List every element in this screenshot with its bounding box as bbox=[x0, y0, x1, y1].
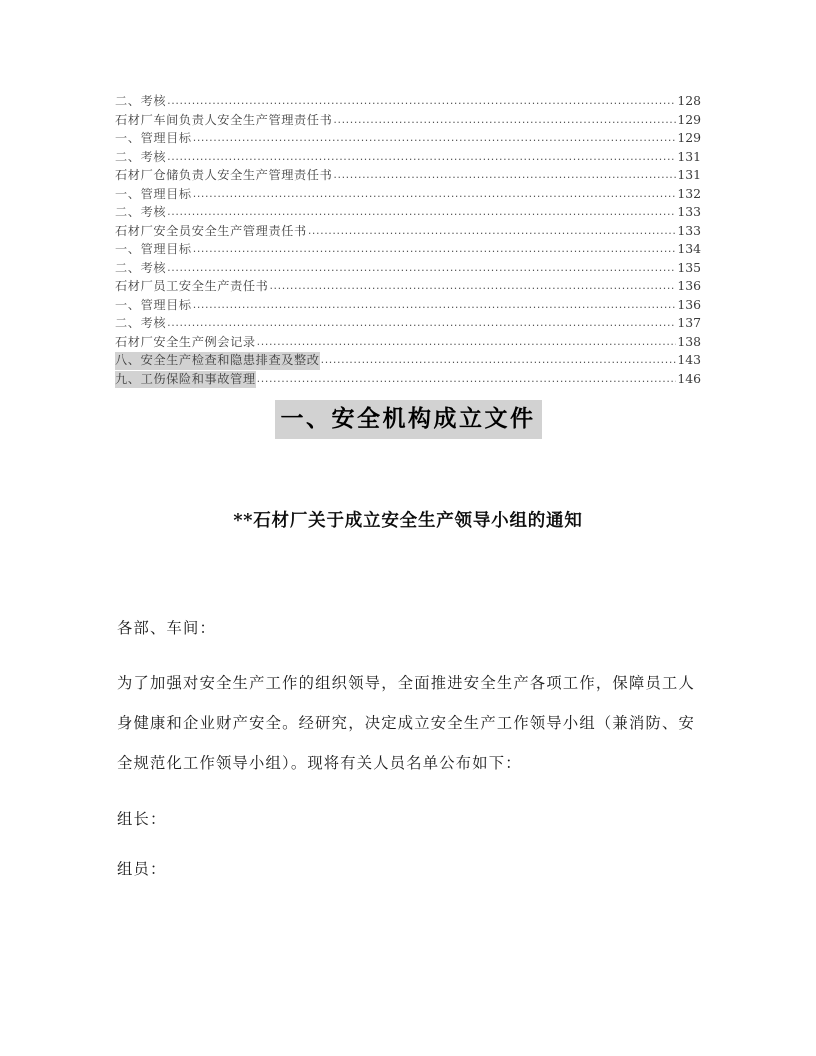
toc-entry-page-number: 143 bbox=[677, 352, 701, 367]
toc-leader-dots bbox=[257, 370, 676, 388]
toc-leader-dots bbox=[193, 129, 676, 147]
toc-entry-page-number: 128 bbox=[677, 93, 701, 108]
toc-entry-title: 石材厂仓储负责人安全生产管理责任书 bbox=[115, 168, 333, 182]
toc-entry-title: 九、工伤保险和事故管理 bbox=[115, 371, 256, 389]
toc-entry-page-number: 131 bbox=[677, 167, 701, 182]
toc-entry[interactable] bbox=[115, 333, 701, 352]
toc-leader-dots bbox=[193, 185, 676, 203]
toc-leader-dots bbox=[257, 333, 676, 351]
toc-entry[interactable] bbox=[115, 296, 701, 315]
toc-leader-dots bbox=[308, 222, 676, 240]
toc-entry-page-number: 146 bbox=[677, 370, 701, 386]
section-heading-container bbox=[0, 400, 816, 439]
toc-entry[interactable] bbox=[115, 129, 701, 148]
toc-entry-page-number: 132 bbox=[677, 185, 701, 201]
toc-leader-dots bbox=[167, 92, 676, 110]
toc-entry-title: 石材厂车间负责人安全生产管理责任书 bbox=[115, 112, 333, 127]
toc-entry-title: 二、考核 bbox=[115, 94, 167, 108]
toc-entry-title: 一、管理目标 bbox=[115, 242, 192, 256]
toc-entry-title: 一、管理目标 bbox=[115, 131, 192, 145]
section-heading: 一、安全机构成立文件 bbox=[275, 400, 542, 439]
notice-title: **石材厂关于成立安全生产领导小组的通知 bbox=[233, 511, 583, 531]
group-leader-label: 组长： bbox=[117, 810, 167, 828]
notice-body bbox=[117, 608, 695, 899]
notice-title-container bbox=[0, 508, 816, 534]
toc-entry[interactable] bbox=[115, 203, 701, 222]
toc-entry-page-number: 136 bbox=[677, 296, 701, 312]
toc-entry-page-number: 129 bbox=[677, 130, 701, 145]
toc-entry-title: 一、管理目标 bbox=[115, 297, 192, 312]
toc-entry[interactable] bbox=[115, 370, 701, 389]
toc-entry[interactable] bbox=[115, 277, 701, 296]
toc-leader-dots bbox=[167, 259, 676, 277]
notice-paragraph: 为了加强对安全生产工作的组织领导，全面推进安全生产各项工作，保障员工人身健康和企业财产安全。经研究，决定成立安全生产工作领导小组（兼消防、安全规范化工作领导小组）。现将有关人员名单公布如下： bbox=[117, 674, 695, 772]
toc-entry[interactable] bbox=[115, 240, 701, 259]
toc-entry-page-number: 137 bbox=[677, 315, 701, 330]
table-of-contents bbox=[115, 92, 701, 388]
toc-entry-title: 石材厂员工安全生产责任书 bbox=[115, 279, 269, 293]
toc-entry-title: 一、管理目标 bbox=[115, 186, 192, 201]
toc-entry-title: 二、考核 bbox=[115, 149, 167, 164]
toc-entry-page-number: 131 bbox=[677, 148, 701, 164]
toc-leader-dots bbox=[333, 166, 676, 184]
toc-leader-dots bbox=[167, 203, 676, 221]
toc-entry[interactable] bbox=[115, 92, 701, 111]
toc-entry-page-number: 134 bbox=[677, 241, 701, 256]
toc-leader-dots bbox=[193, 296, 676, 314]
toc-entry-title: 石材厂安全生产例会记录 bbox=[115, 334, 256, 349]
toc-entry-title: 二、考核 bbox=[115, 205, 167, 219]
group-member-label: 组员： bbox=[117, 860, 167, 878]
toc-entry[interactable] bbox=[115, 166, 701, 185]
toc-entry-page-number: 133 bbox=[677, 204, 701, 219]
toc-entry-page-number: 135 bbox=[677, 259, 701, 275]
toc-entry-page-number: 133 bbox=[677, 222, 701, 238]
toc-entry-title: 二、考核 bbox=[115, 316, 167, 330]
toc-entry-page-number: 129 bbox=[677, 111, 701, 127]
toc-entry[interactable] bbox=[115, 111, 701, 130]
toc-entry-title: 八、安全生产检查和隐患排查及整改 bbox=[115, 352, 320, 370]
salutation-line: 各部、车间： bbox=[117, 619, 216, 637]
toc-entry-title: 石材厂安全员安全生产管理责任书 bbox=[115, 223, 307, 238]
toc-entry-title: 二、考核 bbox=[115, 260, 167, 275]
toc-entry-page-number: 138 bbox=[677, 333, 701, 349]
toc-leader-dots bbox=[167, 314, 676, 332]
toc-entry[interactable] bbox=[115, 185, 701, 204]
toc-entry-page-number: 136 bbox=[677, 278, 701, 293]
toc-entry[interactable] bbox=[115, 259, 701, 278]
toc-leader-dots bbox=[167, 148, 676, 166]
toc-entry[interactable] bbox=[115, 314, 701, 333]
toc-entry[interactable] bbox=[115, 222, 701, 241]
toc-leader-dots bbox=[193, 240, 676, 258]
toc-entry[interactable] bbox=[115, 351, 701, 370]
toc-entry[interactable] bbox=[115, 148, 701, 167]
toc-leader-dots bbox=[333, 111, 676, 129]
toc-leader-dots bbox=[321, 351, 676, 369]
toc-leader-dots bbox=[269, 277, 676, 295]
